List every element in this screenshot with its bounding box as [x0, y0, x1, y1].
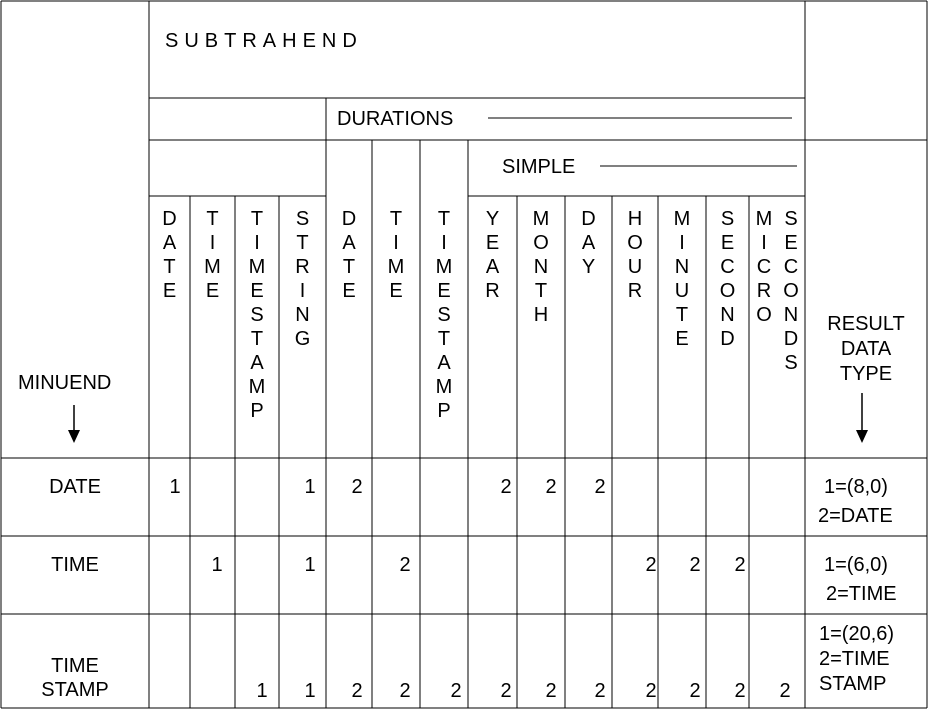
column-header-letter: T: [296, 232, 309, 254]
column-header-letter: I: [441, 232, 447, 254]
minuend-label: TIME: [51, 655, 99, 677]
column-header-letter: E: [784, 232, 798, 254]
column-header-letter: N: [533, 256, 549, 278]
result-type-text: 1=(8,0): [824, 476, 888, 498]
minuend-label: MINUEND: [18, 372, 112, 394]
column-header-letter: T: [534, 280, 548, 302]
table-cell: 2: [500, 476, 512, 498]
column-header-letter: I: [209, 232, 216, 254]
result-type-text: 2=DATE: [818, 505, 893, 527]
durations-label: DURATIONS: [337, 108, 454, 130]
table-cell: 1: [304, 680, 316, 702]
table-cell: 2: [645, 680, 657, 702]
column-header-letter: R: [485, 280, 500, 302]
table-cell: 2: [399, 554, 411, 576]
result-label-line-3: TYPE: [839, 363, 893, 385]
column-header-letter: T: [389, 208, 403, 230]
column-header-letter: M: [435, 376, 453, 398]
column-header-letter: E: [720, 232, 735, 254]
column-header-letter: T: [250, 208, 264, 230]
column-header-letter: A: [437, 352, 451, 374]
table-cell: 1: [304, 554, 316, 576]
column-header-letter: S: [784, 208, 798, 230]
column-header-6: [388, 208, 405, 302]
table-cell: 1: [169, 476, 181, 498]
table-cell: 2: [734, 680, 746, 702]
table-cell: 2: [450, 680, 462, 702]
minuend-label: DATE: [49, 476, 101, 498]
column-header-letter: A: [250, 352, 264, 374]
column-header-letter: O: [756, 304, 772, 326]
column-header-letter: M: [204, 256, 221, 278]
column-header-letter: H: [627, 208, 643, 230]
column-header-letter: T: [250, 328, 264, 350]
column-header-letter: E: [675, 328, 689, 350]
result-label-line-1: RESULT: [827, 313, 905, 335]
column-header-3: [249, 208, 266, 422]
column-header-letter: O: [783, 280, 799, 302]
column-header-letter: U: [674, 280, 690, 302]
column-header-letter: C: [756, 256, 772, 278]
column-header-12: [674, 208, 691, 350]
column-header-letter: A: [485, 256, 500, 278]
column-header-letter: D: [341, 208, 357, 230]
table-cell: 2: [351, 476, 363, 498]
table-cell: 2: [545, 476, 557, 498]
column-header-letter: R: [627, 280, 643, 302]
column-header-letter: M: [248, 376, 266, 398]
column-header-11: [627, 208, 643, 302]
column-header-15: [783, 208, 799, 374]
table-cell: 1: [211, 554, 223, 576]
column-header-letter: E: [437, 280, 451, 302]
column-header-letter: C: [720, 256, 735, 278]
column-header-letter: T: [437, 208, 451, 230]
column-header-letter: T: [163, 256, 176, 278]
table-cell: 2: [545, 680, 557, 702]
table-cell: 2: [500, 680, 512, 702]
result-type-text: 1=(20,6): [819, 623, 895, 645]
simple-label: SIMPLE: [502, 156, 576, 178]
column-header-letter: T: [675, 304, 689, 326]
column-header-letter: D: [720, 328, 735, 350]
column-header-letter: O: [627, 232, 643, 254]
table-rows: [41, 476, 896, 702]
table-row: [51, 554, 896, 605]
table-cell: 2: [734, 554, 746, 576]
column-header-letter: N: [720, 304, 735, 326]
column-header-letter: P: [250, 400, 264, 422]
column-header-letter: U: [627, 256, 643, 278]
column-header-letter: T: [342, 256, 356, 278]
column-header-letter: H: [533, 304, 549, 326]
column-header-letter: I: [679, 232, 685, 254]
column-header-letter: O: [533, 232, 549, 254]
minuend-label: STAMP: [41, 679, 109, 701]
column-header-letter: E: [342, 280, 356, 302]
table-cell: 1: [304, 476, 316, 498]
column-header-7: [436, 208, 453, 422]
column-header-letter: T: [437, 328, 451, 350]
column-header-letter: A: [342, 232, 356, 254]
table-cell: 2: [689, 680, 701, 702]
result-label-line-2: DATA: [840, 338, 892, 360]
column-header-letter: S: [784, 352, 798, 374]
column-header-letter: R: [295, 256, 310, 278]
table-cell: 2: [779, 680, 791, 702]
result-type-text: STAMP: [819, 673, 887, 695]
column-header-10: [581, 208, 596, 278]
column-header-13: [720, 208, 736, 350]
column-header-letter: A: [162, 232, 177, 254]
column-header-letter: N: [295, 304, 310, 326]
table-row: [49, 476, 893, 527]
result-type-text: 2=TIME: [819, 648, 890, 670]
result-data-type-label: [827, 313, 904, 385]
column-header-letter: E: [250, 280, 264, 302]
column-header-letter: I: [254, 232, 260, 254]
column-header-letter: D: [162, 208, 177, 230]
column-header-14: [756, 208, 773, 326]
column-header-letter: Y: [485, 208, 500, 230]
column-header-letter: T: [206, 208, 219, 230]
column-header-letter: D: [581, 208, 596, 230]
column-header-8: [485, 208, 500, 302]
minuend-label: TIME: [51, 554, 99, 576]
table-cell: 2: [399, 680, 411, 702]
column-header-letter: C: [783, 256, 799, 278]
column-header-1: [162, 208, 177, 302]
column-header-letter: P: [437, 400, 451, 422]
column-header-letter: D: [783, 328, 799, 350]
result-type-text: 1=(6,0): [824, 554, 888, 576]
column-header-2: [204, 208, 221, 302]
column-header-letter: S: [250, 304, 264, 326]
column-header-letter: M: [387, 256, 405, 278]
column-header-letter: M: [532, 208, 550, 230]
column-header-letter: S: [437, 304, 451, 326]
column-header-letter: N: [674, 256, 690, 278]
column-header-letter: S: [720, 208, 735, 230]
column-header-letter: N: [783, 304, 799, 326]
column-header-letter: S: [295, 208, 310, 230]
column-header-letter: E: [162, 280, 177, 302]
table-cell: 2: [689, 554, 701, 576]
column-header-letter: E: [205, 280, 220, 302]
column-headers: [162, 208, 799, 422]
minuend-arrow: [68, 405, 80, 443]
column-header-letter: I: [299, 280, 306, 302]
column-header-letter: R: [756, 280, 772, 302]
table-cell: 1: [256, 680, 268, 702]
table-cell: 2: [594, 680, 606, 702]
column-header-letter: E: [485, 232, 500, 254]
column-header-letter: E: [389, 280, 403, 302]
column-header-4: [295, 208, 311, 350]
column-header-letter: G: [294, 328, 311, 350]
column-header-letter: I: [761, 232, 767, 254]
table-cell: 2: [645, 554, 657, 576]
column-header-letter: A: [581, 232, 596, 254]
subtrahend-label: SUBTRAHEND: [165, 30, 363, 52]
column-header-9: [533, 208, 550, 326]
table-cell: 2: [351, 680, 363, 702]
column-header-letter: M: [435, 256, 453, 278]
table-cell: 2: [594, 476, 606, 498]
column-header-letter: O: [719, 280, 736, 302]
result-type-text: 2=TIME: [826, 583, 897, 605]
column-header-5: [342, 208, 357, 302]
column-header-letter: M: [673, 208, 691, 230]
column-header-letter: Y: [581, 256, 596, 278]
column-header-letter: I: [393, 232, 399, 254]
column-header-letter: M: [248, 256, 266, 278]
result-arrow: [856, 393, 868, 443]
column-header-letter: M: [755, 208, 773, 230]
